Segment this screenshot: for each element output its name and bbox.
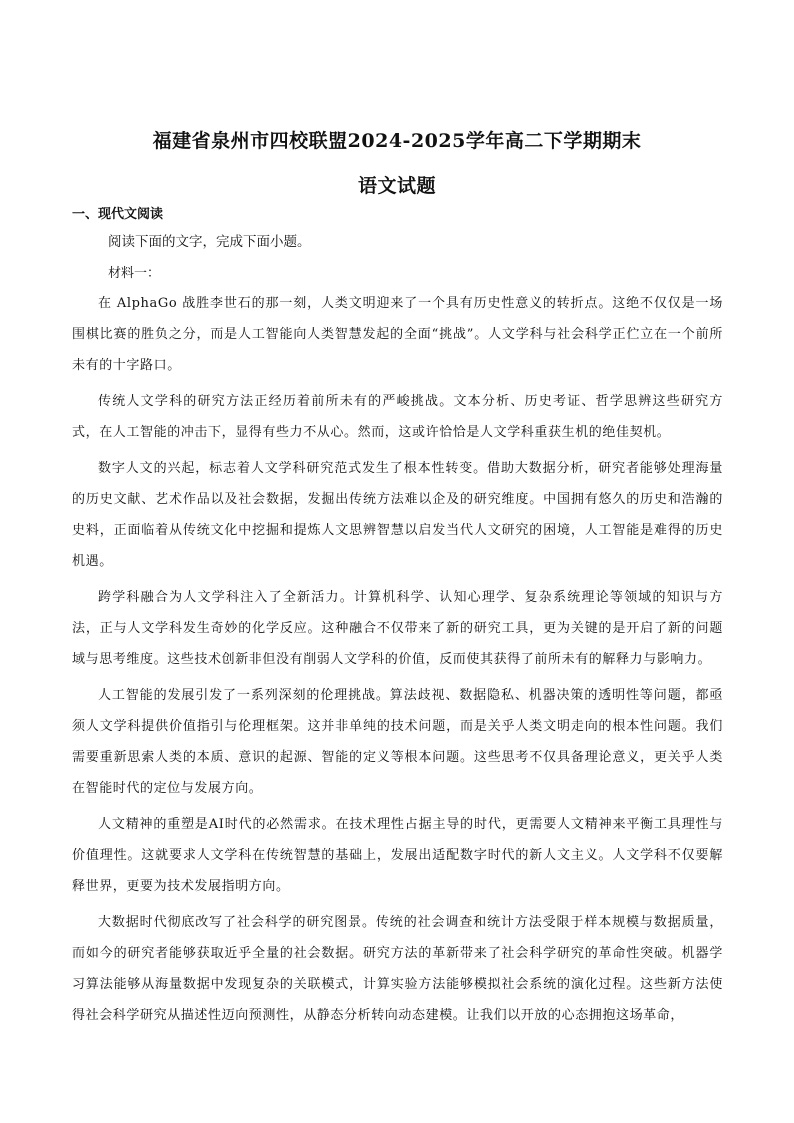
passage-body [72,288,723,1036]
section-heading: 一、现代文阅读 [72,207,164,222]
passage-paragraph: 在 AlphaGo 战胜李世石的那一刻，人类文明迎来了一个具有历史性意义的转折点。这绝不仅仅是一场围棋比赛的胜负之分，而是人工智能向人类智慧发起的全面“挑战”。人文学科与社会科学正伫立在一个前所未有的十字路口。 [72,296,723,373]
reading-instruction: 阅读下面的文字，完成下面小题。 [108,234,311,250]
passage-paragraph: 跨学科融合为人文学科注入了全新活力。计算机科学、认知心理学、复杂系统理论等领域的知识与方法，正与人文学科发生奇妙的化学反应。这种融合不仅带来了新的研究工具，更为关键的是开启了新的问题域与思考维度。这些技术创新非但没有削弱人文学科的价值，反而使其获得了前所未有的解释力与影响力。 [72,590,723,667]
passage-paragraph: 人工智能的发展引发了一系列深刻的伦理挑战。算法歧视、数据隐私、机器决策的透明性等问题，都亟须人文学科提供价值指引与伦理框架。这并非单纯的技术问题，而是关乎人类文明走向的根本性问题。我们需要重新思索人类的本质、意识的起源、智能的定义等根本问题。这些思考不仅具备理论意义，更关乎人类在智能时代的定位与发展方向。 [72,688,723,796]
passage-paragraph: 人文精神的重塑是AI时代的必然需求。在技术理性占据主导的时代，更需要人文精神来平衡工具理性与价值理性。这就要求人文学科在传统智慧的基础上，发展出适配数字时代的新人文主义。人文学科不仅要解释世界，更要为技术发展指明方向。 [72,817,723,894]
passage-paragraph: 数字人文的兴起，标志着人文学科研究范式发生了根本性转变。借助大数据分析，研究者能够处理海量的历史文献、艺术作品以及社会数据，发掘出传统方法难以企及的研究维度。中国拥有悠久的历史和浩瀚的史料，正面临着从传统文化中挖掘和提炼人文思辨智慧以启发当代人文研究的困境，人工智能是难得的历史机遇。 [72,461,723,569]
material-label: 材料一： [108,266,161,281]
passage-paragraph: 大数据时代彻底改写了社会科学的研究图景。传统的社会调查和统计方法受限于样本规模与数据质量，而如今的研究者能够获取近乎全量的社会数据。研究方法的革新带来了社会科学研究的革命性突破。机器学习算法能够从海量数据中发现复杂的关联模式，计算实验方法能够模拟社会系统的演化过程。这些新方法使得社会科学研究从描述性迈向预测性，从静态分析转向动态建模。让我们以开放的心态拥抱这场革命， [72,915,723,1023]
passage-paragraph: 传统人文学科的研究方法正经历着前所未有的严峻挑战。文本分析、历史考证、哲学思辨这些研究方式，在人工智能的冲击下，显得有些力不从心。然而，这或许恰恰是人文学科重获生机的绝佳契机。 [72,394,723,440]
exam-subtitle: 语文试题 [357,175,436,197]
exam-title: 福建省泉州市四校联盟2024-2025学年高二下学期期末 [152,130,642,152]
